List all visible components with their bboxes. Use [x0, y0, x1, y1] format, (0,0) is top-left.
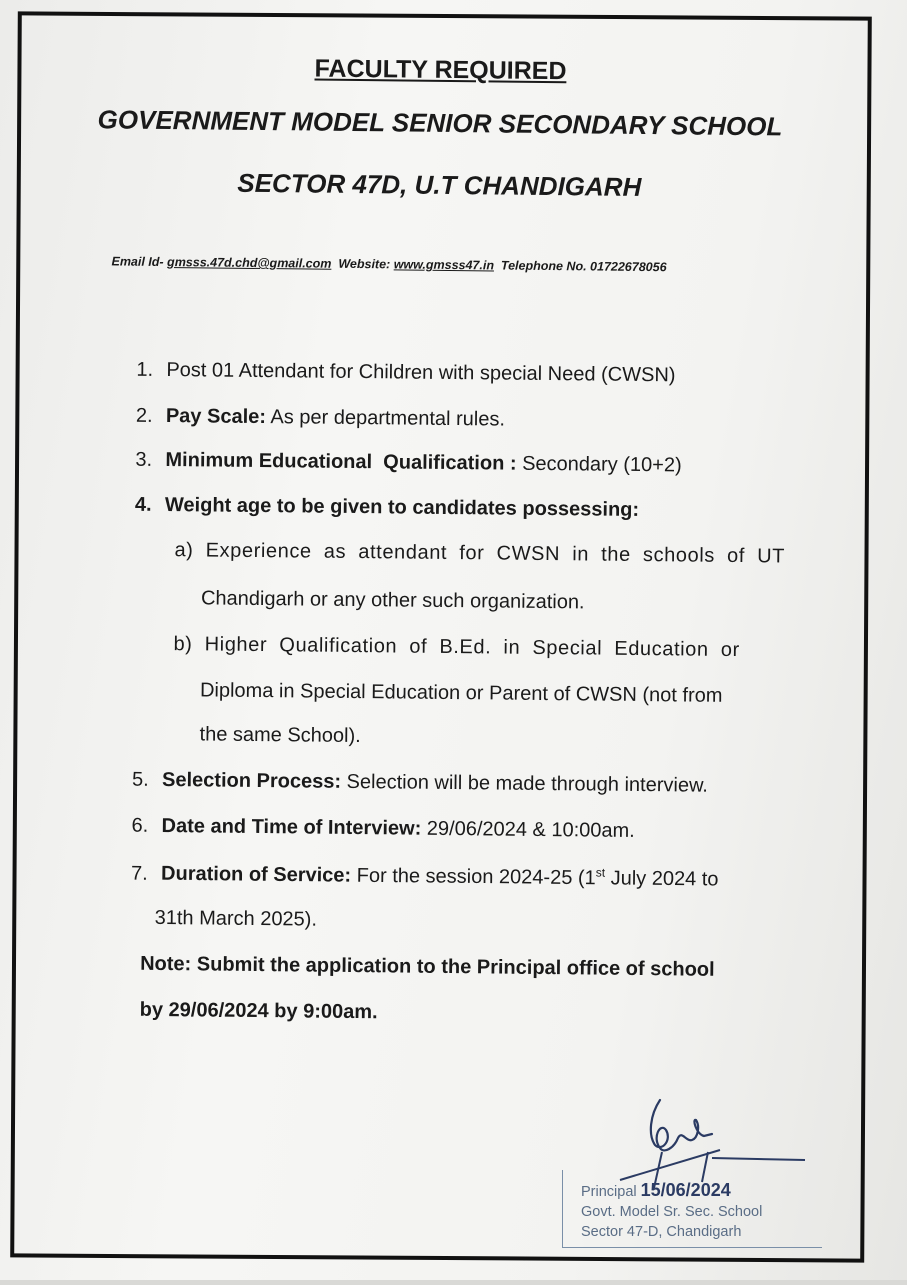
sub-item-b-line3: the same School). — [199, 723, 361, 748]
email-label: Email Id- — [111, 254, 164, 269]
website-label: Website: — [338, 256, 391, 272]
sub-item-b-line1: b) Higher Qualification of B.Ed. in Special Education or — [173, 633, 740, 662]
sub-item-a-line2: Chandigarh or any other such organization. — [200, 587, 585, 614]
list-item-6: 6. Date and Time of Interview: 29/06/2024 & 10:00am. — [131, 814, 635, 842]
list-item-5: 5. Selection Process: Selection will be made through interview. — [131, 768, 709, 797]
list-item-1: 1. Post 01 Attendant for Children with special Need (CWSN) — [136, 358, 676, 387]
school-location: SECTOR 47D, U.T CHANDIGARH — [237, 167, 642, 202]
contact-line — [111, 254, 791, 275]
list-item-7-line2: 31th March 2025). — [154, 906, 318, 931]
note-line2: by 29/06/2024 by 9:00am. — [139, 998, 378, 1024]
school-name: GOVERNMENT MODEL SENIOR SECONDARY SCHOOL — [97, 104, 783, 142]
stamp-date: 15/06/2024 — [640, 1180, 731, 1200]
notice-title: FACULTY REQUIRED — [314, 54, 567, 86]
note-line1: Note: Submit the application to the Principal office of school — [140, 952, 715, 981]
list-item-2: 2. Pay Scale: As per departmental rules. — [135, 404, 506, 431]
stamp-address: Sector 47-D, Chandigarh — [581, 1224, 742, 1240]
list-item-7: 7. Duration of Service: For the session 2024-25 (1st July 2024 to — [131, 862, 719, 891]
stamp-school: Govt. Model Sr. Sec. School — [581, 1204, 763, 1220]
stamp-title: Principal — [581, 1184, 637, 1200]
sub-item-a-line1: a) Experience as attendant for CWSN in the schools of UT — [174, 539, 786, 568]
telephone-label: Telephone No. — [500, 258, 587, 274]
website-link[interactable]: www.gmsss47.in — [393, 257, 495, 273]
sub-item-b-line2: Diploma in Special Education or Parent of CWSN (not from — [199, 679, 723, 707]
telephone-number: 01722678056 — [590, 259, 667, 275]
list-item-3: 3. Minimum Educational Qualification : Secondary (10+2) — [135, 448, 682, 477]
list-item-4: 4. Weight age to be given to candidates possessing: — [134, 493, 640, 521]
email-link[interactable]: gmsss.47d.chd@gmail.com — [167, 255, 332, 271]
school-stamp — [562, 1170, 822, 1248]
